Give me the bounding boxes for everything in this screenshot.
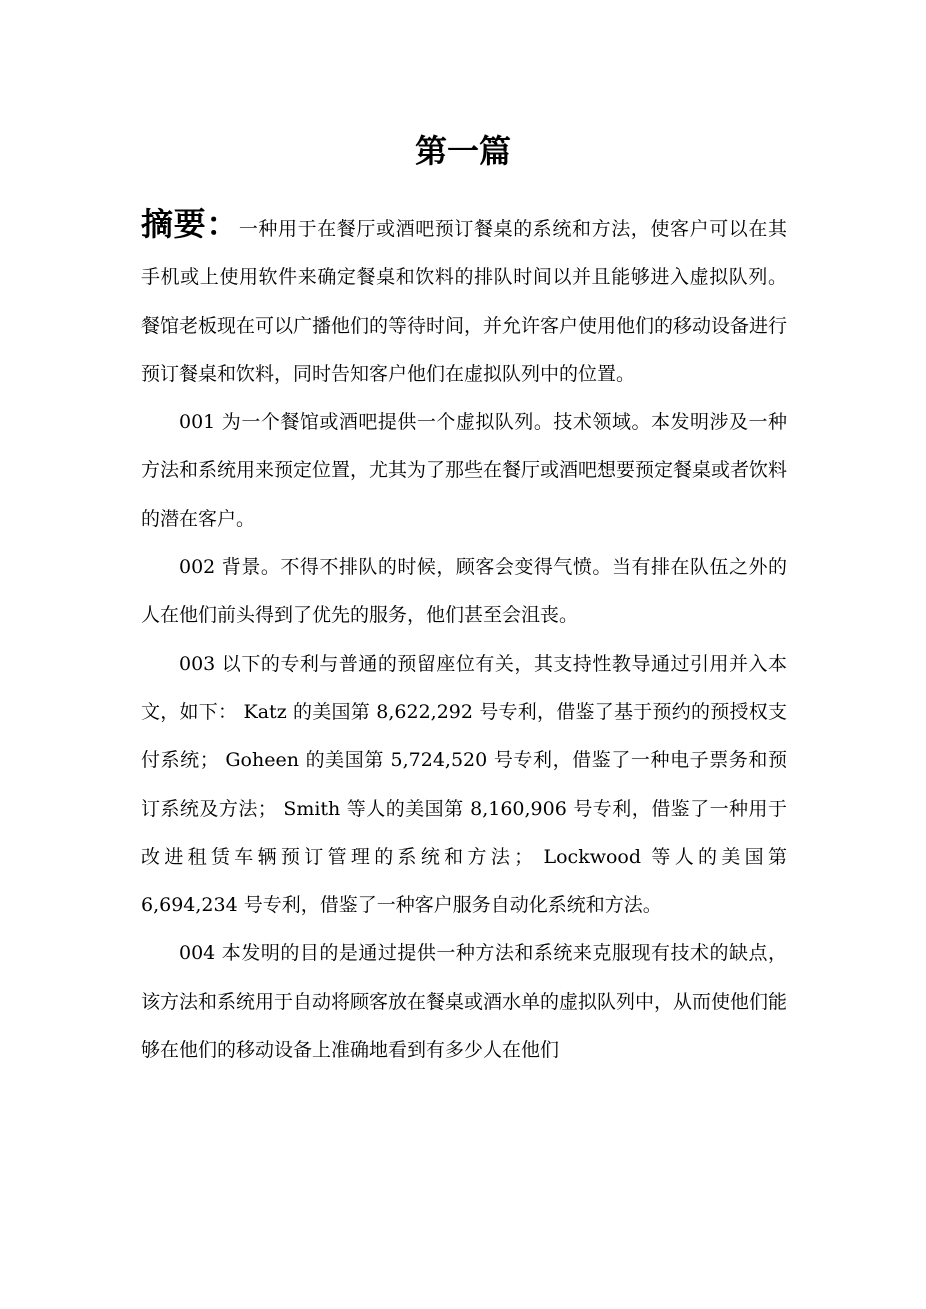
paragraph-001: 001 为一个餐馆或酒吧提供一个虚拟队列。技术领域。本发明涉及一种方法和系统用来预定位置，尤其为了那些在餐厅或酒吧想要预定餐桌或者饮料的潜在客户。 [141,411,788,530]
abstract-text: 一种用于在餐厅或酒吧预订餐桌的系统和方法，使客户可以在其手机或上使用软件来确定餐桌和饮料的排队时间以并且能够进入虚拟队列。 餐馆老板现在可以广播他们的等待时间，并允许客户使用他们的移动设备进行预订餐桌和饮料，同时告知客户他们在虚拟队列中的位置。 [141,218,788,385]
paragraph-004: 004 本发明的目的是通过提供一种方法和系统来克服现有技术的缺点，该方法和系统用于自动将顾客放在餐桌或酒水单的虚拟队列中，从而使他们能够在他们的移动设备上准确地看到有多少人在他们 [141,942,788,1062]
paragraph-003: 003 以下的专利与普通的预留座位有关，其支持性教导通过引用并入本文，如下： Katz 的美国第 8,622,292 号专利，借鉴了基于预约的预授权支付系统； Goheen 的美国第 5,724,520 号专利，借鉴了一种电子票务和预订系统及方法； Smith 等人的美国第 8,160,906 号专利，借鉴了一种用于改进租赁车辆预订管理的系统和方法； Lockwood 等人的美国第 6,694,234 号专利，借鉴了一种客户服务自动化系统和方法。 [141,652,787,917]
document-body [141,200,787,1074]
abstract-label: 摘要： [141,205,239,243]
paragraph-002: 002 背景。不得不排队的时候，顾客会变得气愤。当有排在队伍之外的人在他们前头得到了优先的服务，他们甚至会沮丧。 [141,556,787,627]
abstract-paragraph [141,200,787,398]
page-title: 第一篇 [414,132,511,170]
